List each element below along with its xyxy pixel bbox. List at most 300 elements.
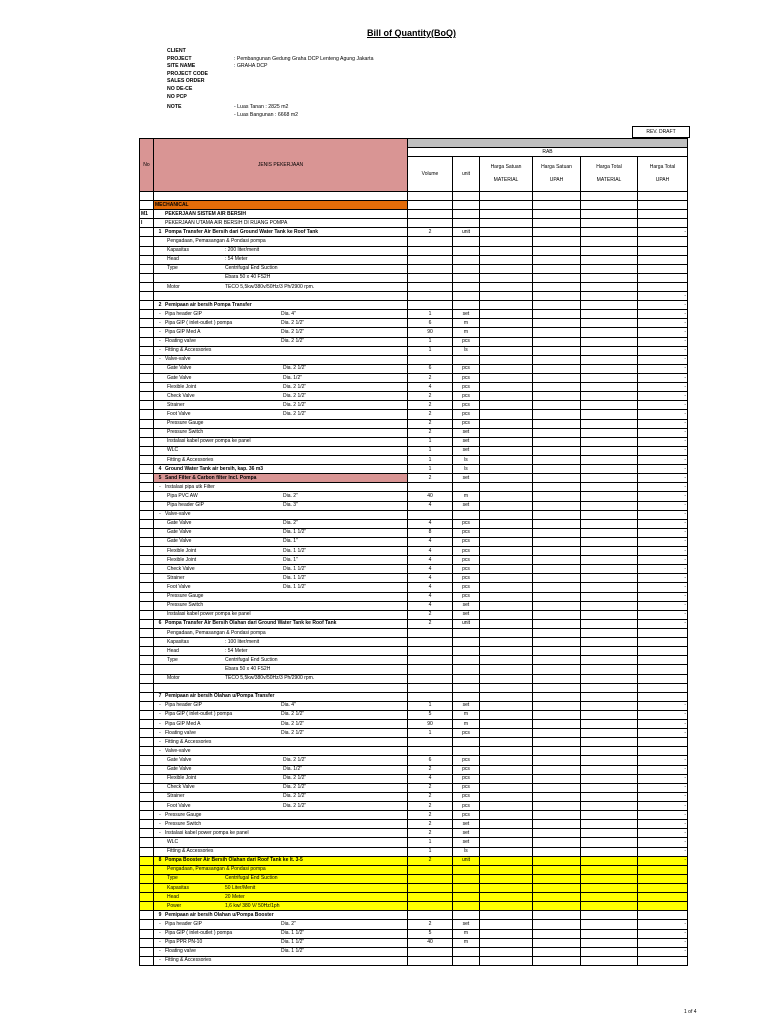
description-wrap bbox=[155, 384, 406, 391]
description-wrap bbox=[155, 611, 406, 618]
harga-total-upah-cell: - bbox=[638, 701, 688, 710]
harga-satuan-upah-cell bbox=[533, 292, 581, 301]
harga-satuan-material-cell bbox=[480, 938, 533, 947]
description-cell bbox=[154, 301, 408, 310]
unit-cell bbox=[453, 237, 480, 246]
table-row bbox=[140, 701, 688, 710]
item-number: 9 bbox=[158, 911, 162, 918]
harga-total-material-cell bbox=[581, 756, 638, 765]
harga-total-upah-cell: - bbox=[638, 501, 688, 510]
harga-satuan-upah-cell bbox=[533, 774, 581, 783]
volume-cell: 6 bbox=[408, 364, 453, 373]
harga-total-upah-cell bbox=[638, 865, 688, 874]
description-cell bbox=[154, 237, 408, 246]
description-wrap bbox=[155, 329, 406, 336]
harga-total-upah-cell: - bbox=[638, 838, 688, 847]
item-number bbox=[155, 238, 165, 245]
harga-total-material-cell bbox=[581, 583, 638, 592]
harga-total-material-cell bbox=[581, 346, 638, 355]
harga-satuan-material-cell bbox=[480, 756, 533, 765]
item-text: Pipa GIP Med A bbox=[165, 720, 201, 727]
item-text: PEKERJAAN UTAMA AIR BERSIH DI RUANG POMPA bbox=[165, 219, 288, 226]
description-cell bbox=[154, 574, 408, 583]
item-text: Pengadaan, Pemasangan & Pondasi pompa bbox=[167, 237, 266, 244]
volume-cell: 2 bbox=[408, 373, 453, 382]
header-key: CLIENT bbox=[167, 48, 186, 54]
harga-total-material-cell bbox=[581, 765, 638, 774]
volume-cell: 90 bbox=[408, 720, 453, 729]
harga-total-material-cell bbox=[581, 537, 638, 546]
harga-total-upah-cell bbox=[638, 273, 688, 282]
item-number: - bbox=[159, 319, 161, 326]
harga-total-material-cell bbox=[581, 519, 638, 528]
item-diameter: Dia. 2 1/2" bbox=[283, 784, 307, 791]
unit-cell: set bbox=[453, 701, 480, 710]
harga-satuan-upah-cell bbox=[533, 792, 581, 801]
item-number: - bbox=[159, 356, 161, 363]
item-text: Fitting & Accessories bbox=[167, 456, 214, 463]
harga-satuan-material-cell bbox=[480, 364, 533, 373]
harga-satuan-material-cell bbox=[480, 264, 533, 273]
table-row bbox=[140, 802, 688, 811]
item-text: Pipa GIP ( inlet-outlet ) pompa bbox=[165, 930, 233, 937]
unit-cell: ls bbox=[453, 847, 480, 856]
harga-satuan-material-cell bbox=[480, 492, 533, 501]
no-cell bbox=[140, 501, 154, 510]
description-cell bbox=[154, 319, 408, 328]
description-wrap bbox=[155, 247, 406, 254]
description-cell bbox=[154, 701, 408, 710]
volume-cell: 1 bbox=[408, 310, 453, 319]
table-row bbox=[140, 956, 688, 965]
harga-total-upah-cell: - bbox=[638, 492, 688, 501]
description-wrap bbox=[155, 739, 406, 746]
harga-satuan-upah-cell bbox=[533, 246, 581, 255]
item-diameter: Dia. 2 1/2" bbox=[283, 410, 307, 417]
harga-total-material-cell bbox=[581, 228, 638, 237]
harga-satuan-upah-cell bbox=[533, 674, 581, 683]
no-cell bbox=[140, 956, 154, 965]
unit-cell bbox=[453, 883, 480, 892]
item-number: 7 bbox=[158, 693, 162, 700]
item-text: Pressure Gauge bbox=[165, 811, 202, 818]
no-cell bbox=[140, 720, 154, 729]
table-row bbox=[140, 638, 688, 647]
no-cell bbox=[140, 856, 154, 865]
table-row bbox=[140, 401, 688, 410]
item-number bbox=[155, 365, 165, 372]
description-cell bbox=[154, 592, 408, 601]
item-diameter: Dia. 2 1/2" bbox=[283, 365, 307, 372]
harga-total-material-cell bbox=[581, 319, 638, 328]
col-label: Harga Total bbox=[649, 164, 676, 170]
item-number: 4 bbox=[158, 465, 162, 472]
harga-total-material-cell bbox=[581, 665, 638, 674]
harga-satuan-upah-cell bbox=[533, 337, 581, 346]
item-diameter: Dia. 2 1/2" bbox=[281, 711, 305, 718]
item-text: Kapasitas bbox=[167, 247, 189, 254]
description-cell bbox=[154, 874, 408, 883]
harga-satuan-material-cell bbox=[480, 192, 533, 201]
item-text: Motor bbox=[167, 283, 180, 290]
volume-cell bbox=[408, 947, 453, 956]
table-row bbox=[140, 674, 688, 683]
table-row bbox=[140, 811, 688, 820]
unit-cell bbox=[453, 219, 480, 228]
harga-satuan-upah-cell bbox=[533, 273, 581, 282]
harga-satuan-material-cell bbox=[480, 947, 533, 956]
table-row bbox=[140, 483, 688, 492]
harga-total-upah-cell bbox=[638, 956, 688, 965]
harga-total-upah-cell bbox=[638, 264, 688, 273]
harga-total-upah-cell bbox=[638, 893, 688, 902]
description-cell bbox=[154, 437, 408, 446]
table-row bbox=[140, 738, 688, 747]
harga-total-material-cell bbox=[581, 911, 638, 920]
item-diameter: Dia. 2 1/2" bbox=[283, 392, 307, 399]
harga-satuan-upah-cell bbox=[533, 455, 581, 464]
description-cell bbox=[154, 629, 408, 638]
description-cell bbox=[154, 474, 408, 483]
item-text: Motor bbox=[167, 675, 180, 682]
item-number bbox=[155, 784, 165, 791]
volume-cell: 2 bbox=[408, 802, 453, 811]
description-cell bbox=[154, 556, 408, 565]
item-text: Fitting & Accessories bbox=[165, 738, 212, 745]
volume-cell bbox=[408, 683, 453, 692]
table-row bbox=[140, 319, 688, 328]
item-diameter: Dia. 2 1/2" bbox=[281, 729, 305, 736]
harga-total-material-cell bbox=[581, 364, 638, 373]
value-cell bbox=[638, 201, 688, 210]
volume-cell bbox=[408, 282, 453, 291]
unit-cell: pcs bbox=[453, 410, 480, 419]
harga-total-upah-cell bbox=[638, 210, 688, 219]
harga-satuan-upah-cell bbox=[533, 629, 581, 638]
harga-satuan-upah-cell bbox=[533, 556, 581, 565]
col-sublabel: MATERIAL bbox=[596, 177, 622, 183]
no-cell bbox=[140, 255, 154, 264]
item-text: Check Valve bbox=[167, 784, 195, 791]
harga-total-upah-cell: - bbox=[638, 610, 688, 619]
item-text: Fitting & Accessories bbox=[167, 848, 214, 855]
item-spec: Centrifugal End Suction bbox=[225, 656, 278, 663]
unit-cell: pcs bbox=[453, 519, 480, 528]
description-cell bbox=[154, 720, 408, 729]
unit-cell bbox=[453, 273, 480, 282]
harga-total-upah-cell: - bbox=[638, 710, 688, 719]
header-value: - Luas Tanan : 2825 m2 bbox=[234, 104, 289, 111]
volume-cell: 1 bbox=[408, 465, 453, 474]
harga-total-material-cell bbox=[581, 301, 638, 310]
harga-total-upah-cell: - bbox=[638, 947, 688, 956]
unit-cell: set bbox=[453, 601, 480, 610]
volume-cell bbox=[408, 273, 453, 282]
description-wrap bbox=[155, 903, 406, 910]
table-row bbox=[140, 729, 688, 738]
harga-satuan-upah-cell bbox=[533, 437, 581, 446]
description-cell bbox=[154, 811, 408, 820]
item-number bbox=[155, 548, 165, 555]
unit-cell: m bbox=[453, 492, 480, 501]
harga-satuan-material-cell bbox=[480, 574, 533, 583]
unit-cell: unit bbox=[453, 228, 480, 237]
description-cell bbox=[154, 929, 408, 938]
no-cell bbox=[140, 428, 154, 437]
description-cell bbox=[154, 774, 408, 783]
table-row bbox=[140, 747, 688, 756]
unit-cell: unit bbox=[453, 856, 480, 865]
item-number bbox=[155, 402, 165, 409]
table-row bbox=[140, 947, 688, 956]
harga-total-upah-cell: - bbox=[638, 783, 688, 792]
item-number: - bbox=[159, 820, 161, 827]
harga-satuan-material-cell bbox=[480, 392, 533, 401]
harga-total-upah-cell: - bbox=[638, 537, 688, 546]
description-wrap bbox=[155, 730, 406, 737]
harga-total-material-cell bbox=[581, 401, 638, 410]
item-number: - bbox=[159, 711, 161, 718]
item-spec: TECO 5,5kw/380v/50Hz/3 Ph/2900 rpm. bbox=[225, 283, 315, 290]
description-cell bbox=[154, 328, 408, 337]
item-number bbox=[155, 757, 165, 764]
item-diameter: Dia. 1/2" bbox=[283, 374, 303, 381]
unit-cell: set bbox=[453, 428, 480, 437]
no-cell bbox=[140, 483, 154, 492]
harga-satuan-material-cell bbox=[480, 710, 533, 719]
unit-cell bbox=[453, 956, 480, 965]
unit-cell bbox=[453, 674, 480, 683]
unit-cell bbox=[453, 255, 480, 264]
harga-satuan-material-cell bbox=[480, 792, 533, 801]
harga-total-upah-cell: - bbox=[638, 310, 688, 319]
item-number bbox=[155, 775, 165, 782]
harga-total-material-cell bbox=[581, 446, 638, 455]
table-row bbox=[140, 355, 688, 364]
harga-total-material-cell bbox=[581, 829, 638, 838]
harga-satuan-upah-cell bbox=[533, 373, 581, 382]
item-number: - bbox=[159, 310, 161, 317]
item-text: Instalasi kabel power pompa ke panel bbox=[165, 829, 249, 836]
description-cell bbox=[154, 255, 408, 264]
harga-total-upah-cell bbox=[638, 219, 688, 228]
harga-satuan-material-cell bbox=[480, 929, 533, 938]
unit-cell: set bbox=[453, 437, 480, 446]
harga-satuan-upah-cell bbox=[533, 264, 581, 273]
description-cell bbox=[154, 501, 408, 510]
table-row bbox=[140, 847, 688, 856]
unit-cell: pcs bbox=[453, 583, 480, 592]
description-wrap bbox=[155, 693, 406, 700]
item-number bbox=[155, 639, 165, 646]
no-cell bbox=[140, 938, 154, 947]
unit-cell: pcs bbox=[453, 811, 480, 820]
value-cell bbox=[533, 201, 581, 210]
description-cell bbox=[154, 792, 408, 801]
harga-total-upah-cell bbox=[638, 647, 688, 656]
no-cell bbox=[140, 592, 154, 601]
volume-cell: 40 bbox=[408, 938, 453, 947]
item-number bbox=[155, 557, 165, 564]
col-unit: unit bbox=[453, 157, 480, 192]
harga-satuan-upah-cell bbox=[533, 492, 581, 501]
table-row bbox=[140, 601, 688, 610]
harga-satuan-upah-cell bbox=[533, 856, 581, 865]
harga-satuan-upah-cell bbox=[533, 729, 581, 738]
unit-cell bbox=[453, 246, 480, 255]
item-diameter: Dia. 1 1/2" bbox=[283, 547, 307, 554]
item-diameter: Dia. 2" bbox=[281, 920, 296, 927]
col-sublabel: UPAH bbox=[655, 177, 670, 183]
unit-cell bbox=[453, 355, 480, 364]
harga-satuan-material-cell bbox=[480, 865, 533, 874]
description-cell bbox=[154, 902, 408, 911]
harga-total-upah-cell: - bbox=[638, 337, 688, 346]
table-row bbox=[140, 710, 688, 719]
harga-satuan-material-cell bbox=[480, 346, 533, 355]
table-row bbox=[140, 774, 688, 783]
harga-satuan-upah-cell bbox=[533, 446, 581, 455]
item-number: - bbox=[159, 930, 161, 937]
harga-satuan-material-cell bbox=[480, 774, 533, 783]
harga-total-upah-cell: - bbox=[638, 601, 688, 610]
description-wrap bbox=[155, 557, 406, 564]
no-cell bbox=[140, 738, 154, 747]
no-cell bbox=[140, 947, 154, 956]
table-row bbox=[140, 282, 688, 291]
table-row bbox=[140, 492, 688, 501]
volume-cell: 2 bbox=[408, 920, 453, 929]
description-wrap bbox=[155, 320, 406, 327]
harga-total-material-cell bbox=[581, 264, 638, 273]
harga-total-upah-cell: - bbox=[638, 547, 688, 556]
harga-total-material-cell bbox=[581, 437, 638, 446]
unit-cell bbox=[453, 510, 480, 519]
unit-cell: m bbox=[453, 328, 480, 337]
header-value: : Pembangunan Gedung Graha DCP Lenteng Agung Jakarta bbox=[234, 55, 374, 62]
harga-satuan-upah-cell bbox=[533, 710, 581, 719]
item-spec: Ebara 50 x 40 FS2H bbox=[225, 274, 271, 281]
harga-satuan-upah-cell bbox=[533, 501, 581, 510]
no-cell bbox=[140, 201, 154, 210]
harga-satuan-material-cell bbox=[480, 455, 533, 464]
harga-total-upah-cell: - bbox=[638, 301, 688, 310]
no-cell bbox=[140, 465, 154, 474]
description-cell bbox=[154, 583, 408, 592]
grey-band bbox=[408, 139, 688, 148]
description-wrap bbox=[155, 721, 406, 728]
description-wrap bbox=[155, 593, 406, 600]
item-text: Head bbox=[167, 647, 179, 654]
harga-satuan-upah-cell bbox=[533, 883, 581, 892]
harga-total-material-cell bbox=[581, 392, 638, 401]
description-wrap bbox=[155, 675, 406, 682]
item-number: 5 bbox=[158, 474, 162, 481]
item-text: Pressure Switch bbox=[167, 429, 204, 436]
no-cell bbox=[140, 547, 154, 556]
volume-cell bbox=[408, 665, 453, 674]
harga-satuan-upah-cell bbox=[533, 811, 581, 820]
item-diameter: Dia. 1 1/2" bbox=[281, 930, 305, 937]
item-text: Pompa Transfer Air Bersih Olahan dari Ground Water Tank ke Roof Tank bbox=[165, 620, 337, 627]
harga-satuan-material-cell bbox=[480, 537, 533, 546]
harga-satuan-material-cell bbox=[480, 528, 533, 537]
harga-total-material-cell bbox=[581, 619, 638, 628]
unit-cell: pcs bbox=[453, 765, 480, 774]
volume-cell bbox=[408, 510, 453, 519]
no-cell bbox=[140, 802, 154, 811]
unit-cell bbox=[453, 483, 480, 492]
harga-total-upah-cell: - bbox=[638, 392, 688, 401]
table-row bbox=[140, 437, 688, 446]
harga-satuan-material-cell bbox=[480, 228, 533, 237]
volume-cell bbox=[408, 865, 453, 874]
no-cell bbox=[140, 328, 154, 337]
harga-satuan-upah-cell bbox=[533, 929, 581, 938]
harga-total-upah-cell: - bbox=[638, 446, 688, 455]
harga-total-upah-cell bbox=[638, 683, 688, 692]
no-cell bbox=[140, 883, 154, 892]
description-cell bbox=[154, 428, 408, 437]
harga-satuan-material-cell bbox=[480, 619, 533, 628]
description-cell bbox=[154, 656, 408, 665]
volume-cell bbox=[408, 301, 453, 310]
harga-satuan-material-cell bbox=[480, 319, 533, 328]
description-cell bbox=[154, 893, 408, 902]
harga-total-material-cell bbox=[581, 192, 638, 201]
unit-cell: pcs bbox=[453, 383, 480, 392]
harga-satuan-upah-cell bbox=[533, 592, 581, 601]
item-diameter: Dia. 1 1/2" bbox=[283, 584, 307, 591]
no-cell bbox=[140, 756, 154, 765]
item-text bbox=[165, 274, 225, 281]
harga-satuan-material-cell bbox=[480, 328, 533, 337]
volume-cell bbox=[408, 237, 453, 246]
harga-total-material-cell bbox=[581, 510, 638, 519]
harga-total-upah-cell bbox=[638, 629, 688, 638]
harga-satuan-upah-cell bbox=[533, 319, 581, 328]
table-row bbox=[140, 392, 688, 401]
description-cell bbox=[154, 537, 408, 546]
table-row bbox=[140, 419, 688, 428]
table-row bbox=[140, 865, 688, 874]
table-row bbox=[140, 465, 688, 474]
description-cell bbox=[154, 920, 408, 929]
item-spec: : 200 liter/menit bbox=[225, 247, 260, 254]
unit-cell bbox=[453, 738, 480, 747]
description-cell bbox=[154, 638, 408, 647]
harga-satuan-material-cell bbox=[480, 437, 533, 446]
table-row bbox=[140, 565, 688, 574]
volume-cell: 2 bbox=[408, 228, 453, 237]
no-cell bbox=[140, 710, 154, 719]
item-text: Gate Valve bbox=[167, 538, 192, 545]
item-number bbox=[155, 575, 165, 582]
description-cell bbox=[154, 246, 408, 255]
harga-satuan-material-cell bbox=[480, 501, 533, 510]
table-row bbox=[140, 665, 688, 674]
harga-total-material-cell bbox=[581, 556, 638, 565]
harga-total-material-cell bbox=[581, 692, 638, 701]
harga-satuan-upah-cell bbox=[533, 392, 581, 401]
harga-satuan-material-cell bbox=[480, 902, 533, 911]
volume-cell: 6 bbox=[408, 319, 453, 328]
item-number bbox=[155, 793, 165, 800]
harga-satuan-material-cell bbox=[480, 237, 533, 246]
harga-satuan-upah-cell bbox=[533, 610, 581, 619]
unit-cell: unit bbox=[453, 619, 480, 628]
harga-satuan-material-cell bbox=[480, 337, 533, 346]
